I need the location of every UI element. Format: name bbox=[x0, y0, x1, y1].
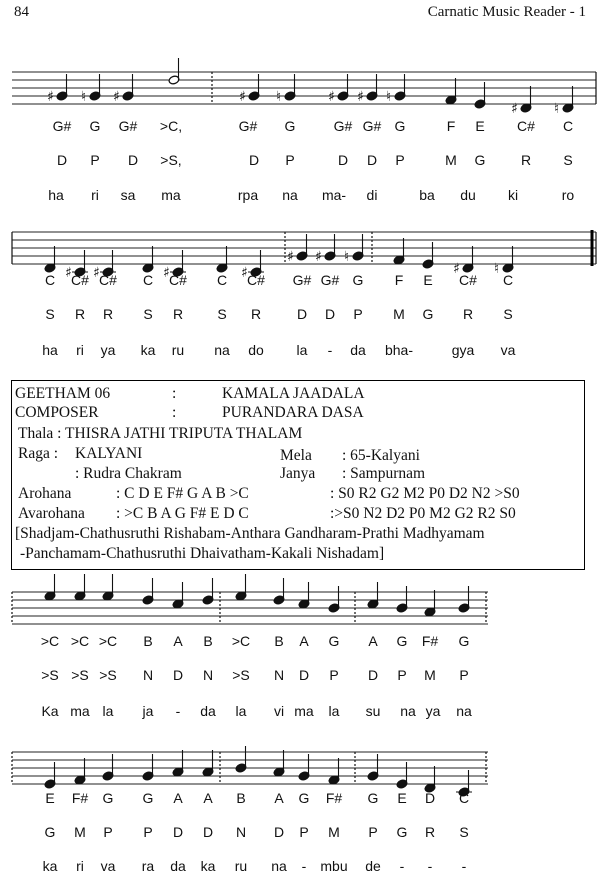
swara-note: R bbox=[520, 152, 532, 168]
lyric-syllable: di bbox=[366, 187, 378, 203]
swara-row-2 bbox=[0, 306, 600, 328]
sharp-sign: ♯ bbox=[357, 89, 364, 105]
sharp-sign: ♯ bbox=[287, 249, 294, 265]
swara-note: N bbox=[142, 667, 154, 683]
geetham-title: KAMALA JAADALA bbox=[222, 385, 365, 402]
sharp-sign: ♯ bbox=[511, 101, 518, 117]
western-note: G bbox=[367, 790, 379, 806]
swara-note: P bbox=[329, 667, 339, 683]
sharp-sign: ♯ bbox=[113, 89, 120, 105]
western-note: C# bbox=[247, 272, 265, 288]
lyric-syllable: na bbox=[214, 342, 230, 358]
swara-row-4 bbox=[0, 824, 600, 846]
swara-note: >S, bbox=[160, 152, 182, 168]
lyrics-row-1 bbox=[0, 187, 600, 209]
lyric-syllable: ma bbox=[294, 703, 314, 719]
page-number: 84 bbox=[14, 4, 29, 20]
lyrics-row-3 bbox=[0, 703, 600, 725]
western-note: E bbox=[423, 272, 433, 288]
swara-note: R bbox=[424, 824, 436, 840]
chakram-value: : Rudra Chakram bbox=[75, 465, 182, 482]
natural-sign: ♮ bbox=[494, 261, 500, 277]
swara-note: D bbox=[127, 152, 139, 168]
lyric-syllable: ma bbox=[70, 703, 90, 719]
western-note: C# bbox=[99, 272, 117, 288]
lyric-syllable: ru bbox=[234, 858, 248, 874]
swara-note: P bbox=[143, 824, 153, 840]
natural-sign: ♮ bbox=[554, 101, 560, 117]
lyric-syllable: la bbox=[296, 342, 308, 358]
western-note: A bbox=[368, 633, 378, 649]
lyric-syllable: de bbox=[365, 858, 381, 874]
swara-note: S bbox=[45, 306, 55, 322]
western-note: >C bbox=[98, 633, 118, 649]
western-note: G bbox=[142, 790, 154, 806]
swara-note: G bbox=[422, 306, 434, 322]
western-note: C bbox=[562, 118, 574, 134]
swara-row-3 bbox=[0, 667, 600, 689]
swara-note: M bbox=[328, 824, 340, 840]
western-note: E bbox=[475, 118, 485, 134]
mela-label: Mela bbox=[280, 447, 312, 464]
swara-note: D bbox=[273, 824, 285, 840]
janya-value: : Sampurnam bbox=[342, 465, 426, 482]
western-note: G bbox=[458, 633, 470, 649]
western-note: A bbox=[299, 633, 309, 649]
swara-note: P bbox=[397, 667, 407, 683]
western-note: F bbox=[394, 272, 404, 288]
swara-note: R bbox=[172, 306, 184, 322]
western-note: G# bbox=[52, 118, 72, 134]
western-note: F bbox=[446, 118, 456, 134]
swara-note: D bbox=[324, 306, 336, 322]
western-note: D bbox=[424, 790, 436, 806]
swara-note: D bbox=[172, 824, 184, 840]
swara-note: D bbox=[172, 667, 184, 683]
western-note: G bbox=[298, 790, 310, 806]
swara-note: >S bbox=[71, 667, 89, 683]
lyric-syllable: do bbox=[248, 342, 264, 358]
swara-note: N bbox=[235, 824, 247, 840]
western-note: F# bbox=[325, 790, 343, 806]
swara-note: G bbox=[474, 152, 486, 168]
lyric-syllable: va bbox=[100, 858, 116, 874]
swara-note: M bbox=[74, 824, 86, 840]
lyrics-row-2 bbox=[0, 342, 600, 364]
western-notes-row-4 bbox=[0, 790, 600, 812]
western-note: G bbox=[89, 118, 101, 134]
geetham-label: GEETHAM 06 bbox=[15, 385, 111, 402]
swara-note: P bbox=[368, 824, 378, 840]
lyric-syllable: ya bbox=[100, 342, 116, 358]
swara-note: D bbox=[337, 152, 349, 168]
lyric-syllable: ri bbox=[91, 187, 99, 203]
swara-note: M bbox=[424, 667, 436, 683]
lyric-syllable: Ka bbox=[41, 703, 59, 719]
western-note: B bbox=[203, 633, 213, 649]
western-note: G# bbox=[320, 272, 340, 288]
swara-note: P bbox=[395, 152, 405, 168]
sharp-sign: ♯ bbox=[47, 89, 54, 105]
western-note: G bbox=[396, 633, 408, 649]
swara-note: S bbox=[217, 306, 227, 322]
lyric-syllable: ri bbox=[76, 342, 84, 358]
lyric-syllable: la bbox=[328, 703, 340, 719]
swara-note: R bbox=[102, 306, 114, 322]
lyric-syllable: la bbox=[102, 703, 114, 719]
swara-note: D bbox=[366, 152, 378, 168]
lyric-syllable: la bbox=[235, 703, 247, 719]
swara-note: R bbox=[250, 306, 262, 322]
swara-note: M bbox=[393, 306, 405, 322]
natural-sign: ♮ bbox=[81, 89, 87, 105]
arohana-label: Arohana bbox=[18, 485, 72, 502]
western-note: E bbox=[397, 790, 407, 806]
swara-note: D bbox=[202, 824, 214, 840]
western-note: G bbox=[102, 790, 114, 806]
lyric-syllable: ya bbox=[425, 703, 441, 719]
sharp-sign: ♯ bbox=[163, 265, 170, 281]
western-note: G bbox=[328, 633, 340, 649]
natural-sign: ♮ bbox=[386, 89, 392, 105]
swara-note: D bbox=[56, 152, 68, 168]
western-note: G# bbox=[292, 272, 312, 288]
sharp-sign: ♯ bbox=[241, 265, 248, 281]
lyric-syllable: ha bbox=[42, 342, 58, 358]
swara-note: P bbox=[299, 824, 309, 840]
sharp-sign: ♯ bbox=[328, 89, 335, 105]
sharp-sign: ♯ bbox=[315, 249, 322, 265]
sharp-sign: ♯ bbox=[93, 265, 100, 281]
western-note: >C bbox=[70, 633, 90, 649]
western-note: C bbox=[458, 790, 470, 806]
western-note: G bbox=[352, 272, 364, 288]
lyric-syllable: su bbox=[365, 703, 381, 719]
arohana-swara: : S0 R2 G2 M2 P0 D2 N2 >S0 bbox=[330, 485, 520, 502]
lyric-syllable: sa bbox=[120, 187, 136, 203]
lyric-syllable: da bbox=[350, 342, 366, 358]
lyric-syllable: ka bbox=[42, 858, 58, 874]
western-note: A bbox=[173, 633, 183, 649]
geetham-colon: : bbox=[172, 385, 177, 402]
swara-note: G bbox=[396, 824, 408, 840]
swara-note: S bbox=[459, 824, 469, 840]
lyric-syllable: ri bbox=[76, 858, 84, 874]
swara-note: D bbox=[367, 667, 379, 683]
western-note: B bbox=[274, 633, 284, 649]
swara-note: P bbox=[103, 824, 113, 840]
western-note: A bbox=[203, 790, 213, 806]
swara-note: G bbox=[44, 824, 56, 840]
western-note: C bbox=[502, 272, 514, 288]
music-staff-3 bbox=[0, 582, 600, 632]
swara-note: >S bbox=[99, 667, 117, 683]
swara-note: P bbox=[459, 667, 469, 683]
description-line-1: [Shadjam-Chathusruthi Rishabam-Anthara Gandharam-Prathi Madhyamam bbox=[15, 525, 485, 542]
lyric-syllable: da bbox=[170, 858, 186, 874]
swara-note: P bbox=[285, 152, 295, 168]
western-note: A bbox=[173, 790, 183, 806]
swara-note: S bbox=[563, 152, 573, 168]
lyric-syllable: da bbox=[200, 703, 216, 719]
lyric-syllable: ja bbox=[142, 703, 154, 719]
lyric-syllable: - bbox=[461, 858, 467, 874]
lyric-syllable: - bbox=[427, 858, 433, 874]
swara-row-1 bbox=[0, 152, 600, 174]
sharp-sign: ♯ bbox=[65, 265, 72, 281]
western-note: G# bbox=[362, 118, 382, 134]
book-title: Carnatic Music Reader - 1 bbox=[427, 4, 586, 20]
sharp-sign: ♯ bbox=[239, 89, 246, 105]
western-note: C# bbox=[71, 272, 89, 288]
western-note: F# bbox=[71, 790, 89, 806]
western-note: C# bbox=[459, 272, 477, 288]
swara-note: M bbox=[445, 152, 457, 168]
western-notes-row-1 bbox=[0, 118, 600, 140]
western-note: C bbox=[216, 272, 228, 288]
lyric-syllable: du bbox=[460, 187, 476, 203]
swara-note: D bbox=[296, 306, 308, 322]
lyric-syllable: na bbox=[271, 858, 287, 874]
western-note: >C bbox=[40, 633, 60, 649]
lyric-syllable: ba bbox=[419, 187, 435, 203]
swara-note: D bbox=[248, 152, 260, 168]
music-staff-1 bbox=[0, 62, 600, 117]
composer-label: COMPOSER bbox=[15, 404, 99, 421]
lyric-syllable: ma- bbox=[321, 187, 347, 203]
description-line-2: -Panchamam-Chathusruthi Dhaivatham-Kakali Nishadam] bbox=[20, 545, 385, 562]
swara-note: N bbox=[202, 667, 214, 683]
swara-note: S bbox=[503, 306, 513, 322]
mela-value: : 65-Kalyani bbox=[342, 447, 420, 464]
lyric-syllable: ki bbox=[507, 187, 519, 203]
western-note: E bbox=[45, 790, 55, 806]
music-staff-4 bbox=[0, 742, 600, 792]
western-note: G# bbox=[118, 118, 138, 134]
western-note: B bbox=[236, 790, 246, 806]
western-note: >C, bbox=[159, 118, 183, 134]
lyric-syllable: va bbox=[500, 342, 516, 358]
western-note: G# bbox=[238, 118, 258, 134]
swara-note: N bbox=[273, 667, 285, 683]
lyric-syllable: mbu bbox=[320, 858, 348, 874]
avarohana-label: Avarohana bbox=[18, 505, 85, 522]
composer-name: PURANDARA DASA bbox=[222, 404, 364, 421]
lyric-syllable: na bbox=[282, 187, 298, 203]
swara-note: S bbox=[143, 306, 153, 322]
avarohana-swara: :>S0 N2 D2 P0 M2 G2 R2 S0 bbox=[330, 505, 516, 522]
lyric-syllable: ma bbox=[161, 187, 181, 203]
western-note: A bbox=[274, 790, 284, 806]
lyric-syllable: ru bbox=[171, 342, 185, 358]
natural-sign: ♮ bbox=[344, 249, 350, 265]
avarohana-notes: : >C B A G F# E D C bbox=[116, 505, 249, 522]
swara-note: >S bbox=[232, 667, 250, 683]
lyrics-row-4 bbox=[0, 858, 600, 880]
lyric-syllable: - bbox=[327, 342, 333, 358]
western-note: G bbox=[394, 118, 406, 134]
lyric-syllable: vi bbox=[273, 703, 285, 719]
lyric-syllable: ha bbox=[48, 187, 64, 203]
lyric-syllable: - bbox=[301, 858, 307, 874]
swara-note: D bbox=[298, 667, 310, 683]
lyric-syllable: bha- bbox=[384, 342, 414, 358]
lyric-syllable: - bbox=[175, 703, 181, 719]
lyric-syllable: ka bbox=[140, 342, 156, 358]
thala-line: Thala : THISRA JATHI TRIPUTA THALAM bbox=[18, 425, 303, 442]
swara-note: P bbox=[90, 152, 100, 168]
western-note: G# bbox=[333, 118, 353, 134]
western-note: F# bbox=[421, 633, 439, 649]
composer-colon: : bbox=[172, 404, 177, 421]
janya-label: Janya bbox=[280, 465, 316, 482]
swara-note: >S bbox=[41, 667, 59, 683]
geetham-info-box bbox=[11, 380, 585, 570]
sharp-sign: ♯ bbox=[453, 261, 460, 277]
lyric-syllable: gya bbox=[451, 342, 475, 358]
western-notes-row-2 bbox=[0, 272, 600, 294]
western-note: G bbox=[284, 118, 296, 134]
natural-sign: ♮ bbox=[276, 89, 282, 105]
music-staff-2 bbox=[0, 222, 600, 281]
lyric-syllable: na bbox=[456, 703, 472, 719]
western-note: >C bbox=[231, 633, 251, 649]
lyric-syllable: ra bbox=[141, 858, 155, 874]
arohana-notes: : C D E F# G A B >C bbox=[116, 485, 249, 502]
lyric-syllable: ro bbox=[561, 187, 575, 203]
lyric-syllable: na bbox=[400, 703, 416, 719]
western-note: C bbox=[142, 272, 154, 288]
raga-label: Raga : bbox=[18, 445, 59, 462]
western-note: C# bbox=[169, 272, 187, 288]
western-note: C bbox=[44, 272, 56, 288]
lyric-syllable: - bbox=[399, 858, 405, 874]
western-note: B bbox=[143, 633, 153, 649]
raga-value: KALYANI bbox=[75, 445, 143, 462]
lyric-syllable: rpa bbox=[237, 187, 259, 203]
swara-note: P bbox=[353, 306, 363, 322]
western-note: C# bbox=[517, 118, 535, 134]
swara-note: R bbox=[462, 306, 474, 322]
lyric-syllable: ka bbox=[200, 858, 216, 874]
swara-note: R bbox=[74, 306, 86, 322]
western-notes-row-3 bbox=[0, 633, 600, 655]
